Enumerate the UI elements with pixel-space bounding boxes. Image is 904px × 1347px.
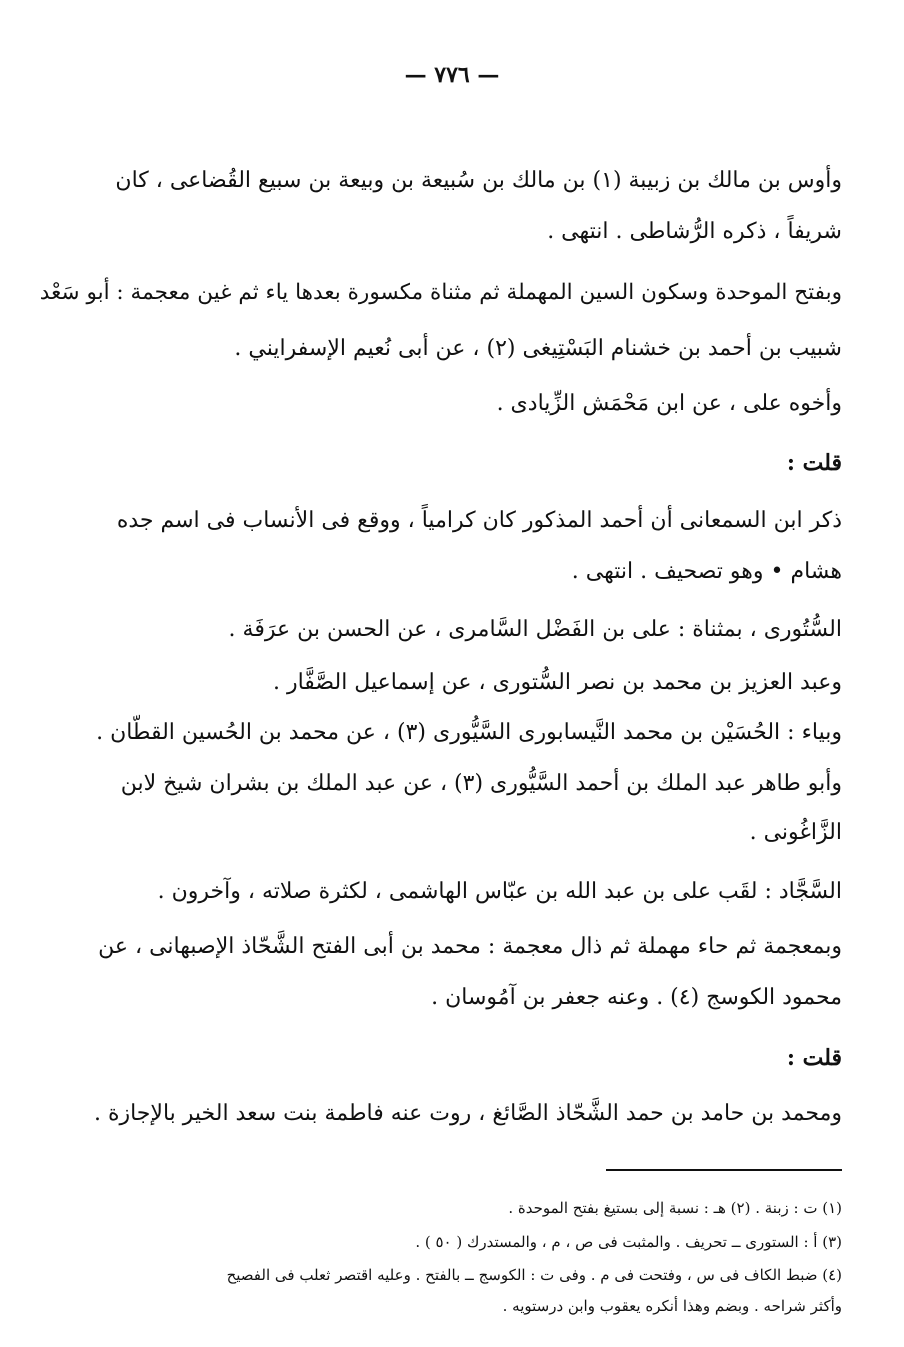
text-line-3: وبفتح الموحدة وسكون السين المهملة ثم مثناة مكسورة بعدها ياء ثم غين معجمة : أبو سَعْد — [39, 280, 842, 305]
footnote-4: (٤) ضبط الكاف فى س ، وفتحت فى م . وفى ت : الكوسج ــ بالفتح . وعليه اقتصر ثعلب فى الفصيح — [226, 1266, 842, 1284]
text-line-2: شريفاً ، ذكره الرُّشاطى . انتهى . — [547, 219, 842, 244]
text-line-5: وأخوه على ، عن ابن مَحْمَش الزِّيادى . — [496, 391, 842, 416]
text-line-16: محمود الكوسج (٤) . وعنه جعفر بن آمُوسان . — [431, 985, 842, 1010]
footnote-divider — [606, 1169, 842, 1171]
footnote-3: (٣) أ : الستورى ــ تحريف . والمثبت فى ص ، م ، والمستدرك ( ٥٠ ) . — [415, 1233, 842, 1251]
text-line-9: السُّتُورى ، بمثناة : على بن الفَضْل السَّامرى ، عن الحسن بن عرَفَة . — [228, 617, 842, 642]
text-line-13: الزَّاغُونى . — [749, 820, 842, 845]
text-line-14: السَّجَّاد : لقَب على بن عبد الله بن عبّاس الهاشمى ، لكثرة صلاته ، وآخرون . — [157, 879, 842, 904]
text-line-8: هشام • وهو تصحيف . انتهى . — [571, 559, 842, 584]
text-line-10: وعبد العزيز بن محمد بن نصر السُّتورى ، عن إسماعيل الصَّفَّار . — [272, 670, 842, 695]
page-number: — ٧٧٦ — — [404, 62, 500, 88]
text-line-18: ومحمد بن حامد بن حمد الشَّحّاذ الصَّائغ ، روت عنه فاطمة بنت سعد الخير بالإجازة . — [93, 1101, 842, 1126]
text-line-4: شبيب بن أحمد بن خشنام البَسْتِيغى (٢) ، عن أبى نُعيم الإسفرايني . — [234, 336, 842, 361]
text-line-15: وبمعجمة ثم حاء مهملة ثم ذال معجمة : محمد بن أبى الفتح الشَّحّاذ الإصبهانى ، عن — [98, 934, 842, 959]
text-line-11: وبياء : الحُسَيْن بن محمد النَّيسابورى السَّيُّورى (٣) ، عن محمد بن الحُسين القطّان . — [96, 720, 842, 745]
section-heading-qultu-2: قلت : — [786, 1045, 842, 1071]
text-line-1: وأوس بن مالك بن زبيبة (١) بن مالك بن سُبيعة بن وبيعة بن سبيع القُضاعى ، كان — [115, 168, 842, 193]
footnote-4-continued: وأكثر شراحه . وبضم وهذا أنكره يعقوب وابن درستويه . — [502, 1297, 842, 1315]
text-line-12: وأبو طاهر عبد الملك بن أحمد السَّيُّورى (٣) ، عن عبد الملك بن بشران شيخ لابن — [120, 771, 842, 796]
footnote-1-2: (١) ت : زبنة . (٢) هـ : نسبة إلى بستيغ بفتح الموحدة . — [508, 1199, 842, 1217]
text-line-7: ذكر ابن السمعانى أن أحمد المذكور كان كرامياً ، ووقع فى الأنساب فى اسم جده — [116, 508, 842, 533]
section-heading-qultu: قلت : — [786, 450, 842, 476]
